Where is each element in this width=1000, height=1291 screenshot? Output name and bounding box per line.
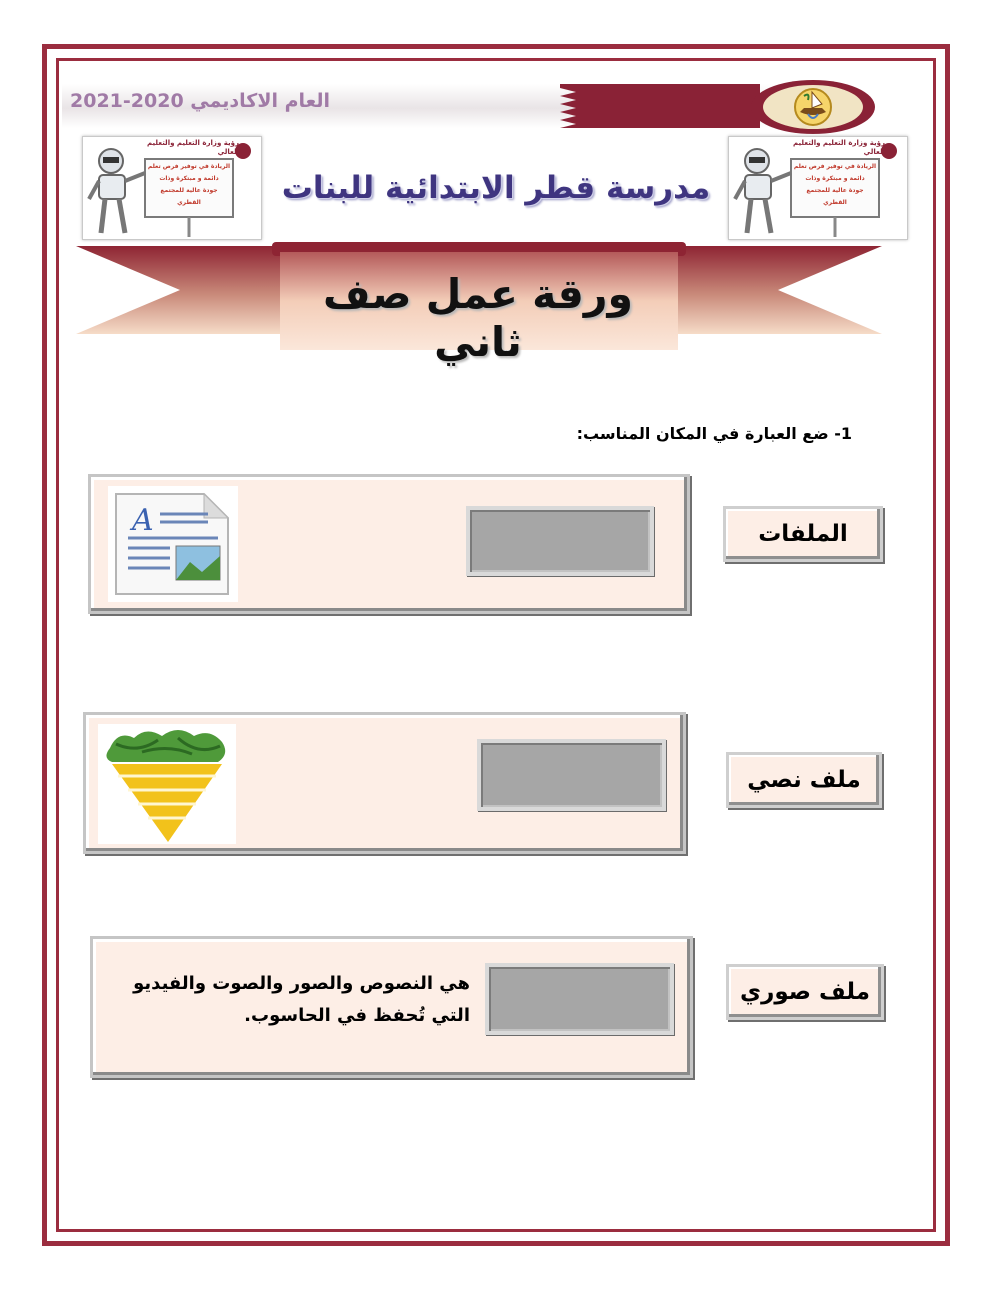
worksheet-title: ورقة عمل صف ثاني (323, 270, 633, 366)
vision-line-1: الريادة في توفير فرص تعلم (793, 163, 877, 170)
vision-line-3: جودة عالية للمجتمع (806, 187, 864, 194)
question-instruction: 1- ضع العبارة في المكان المناسب: (576, 424, 852, 443)
definition-text (110, 968, 470, 1032)
school-name: مدرسة قطر الابتدائية للبنات (281, 170, 711, 206)
vision-card-title: رؤية وزارة التعليم والتعليم العالي (793, 139, 885, 156)
vision-line-2: دائمة و مبتكرة وذات (159, 175, 219, 182)
definition-line-1: هي النصوص والصور والصوت والفيديو (133, 973, 470, 994)
vision-line-3: جودة عالية للمجتمع (160, 187, 218, 194)
vision-line-2: دائمة و مبتكرة وذات (805, 175, 865, 182)
academic-year: العام الاكاديمي 2020-2021 (70, 90, 331, 112)
label-tile-files[interactable]: الملفات (723, 506, 883, 562)
picture-icon (98, 724, 236, 844)
drop-slot-2[interactable] (477, 739, 666, 811)
qatar-emblem-logo (748, 78, 878, 136)
label-tile-text-file[interactable]: ملف نصي (726, 752, 882, 808)
drop-slot-3[interactable] (485, 963, 674, 1035)
vision-card-title: رؤية وزارة التعليم والتعليم العالي (147, 139, 239, 156)
document-icon (108, 486, 238, 602)
vision-line-4: القطري (823, 199, 847, 206)
vision-card-left (82, 136, 262, 240)
drop-slot-1[interactable] (466, 506, 654, 576)
vision-card-right (728, 136, 908, 240)
vision-line-4: القطري (177, 199, 201, 206)
definition-line-2: التي تُحفظ في الحاسوب. (244, 1005, 470, 1026)
vision-line-1: الريادة في توفير فرص تعلم (147, 163, 231, 170)
svg-text:A: A (132, 503, 154, 538)
label-tile-image-file[interactable]: ملف صوري (726, 964, 884, 1020)
qatar-flag-stripe (560, 84, 760, 128)
